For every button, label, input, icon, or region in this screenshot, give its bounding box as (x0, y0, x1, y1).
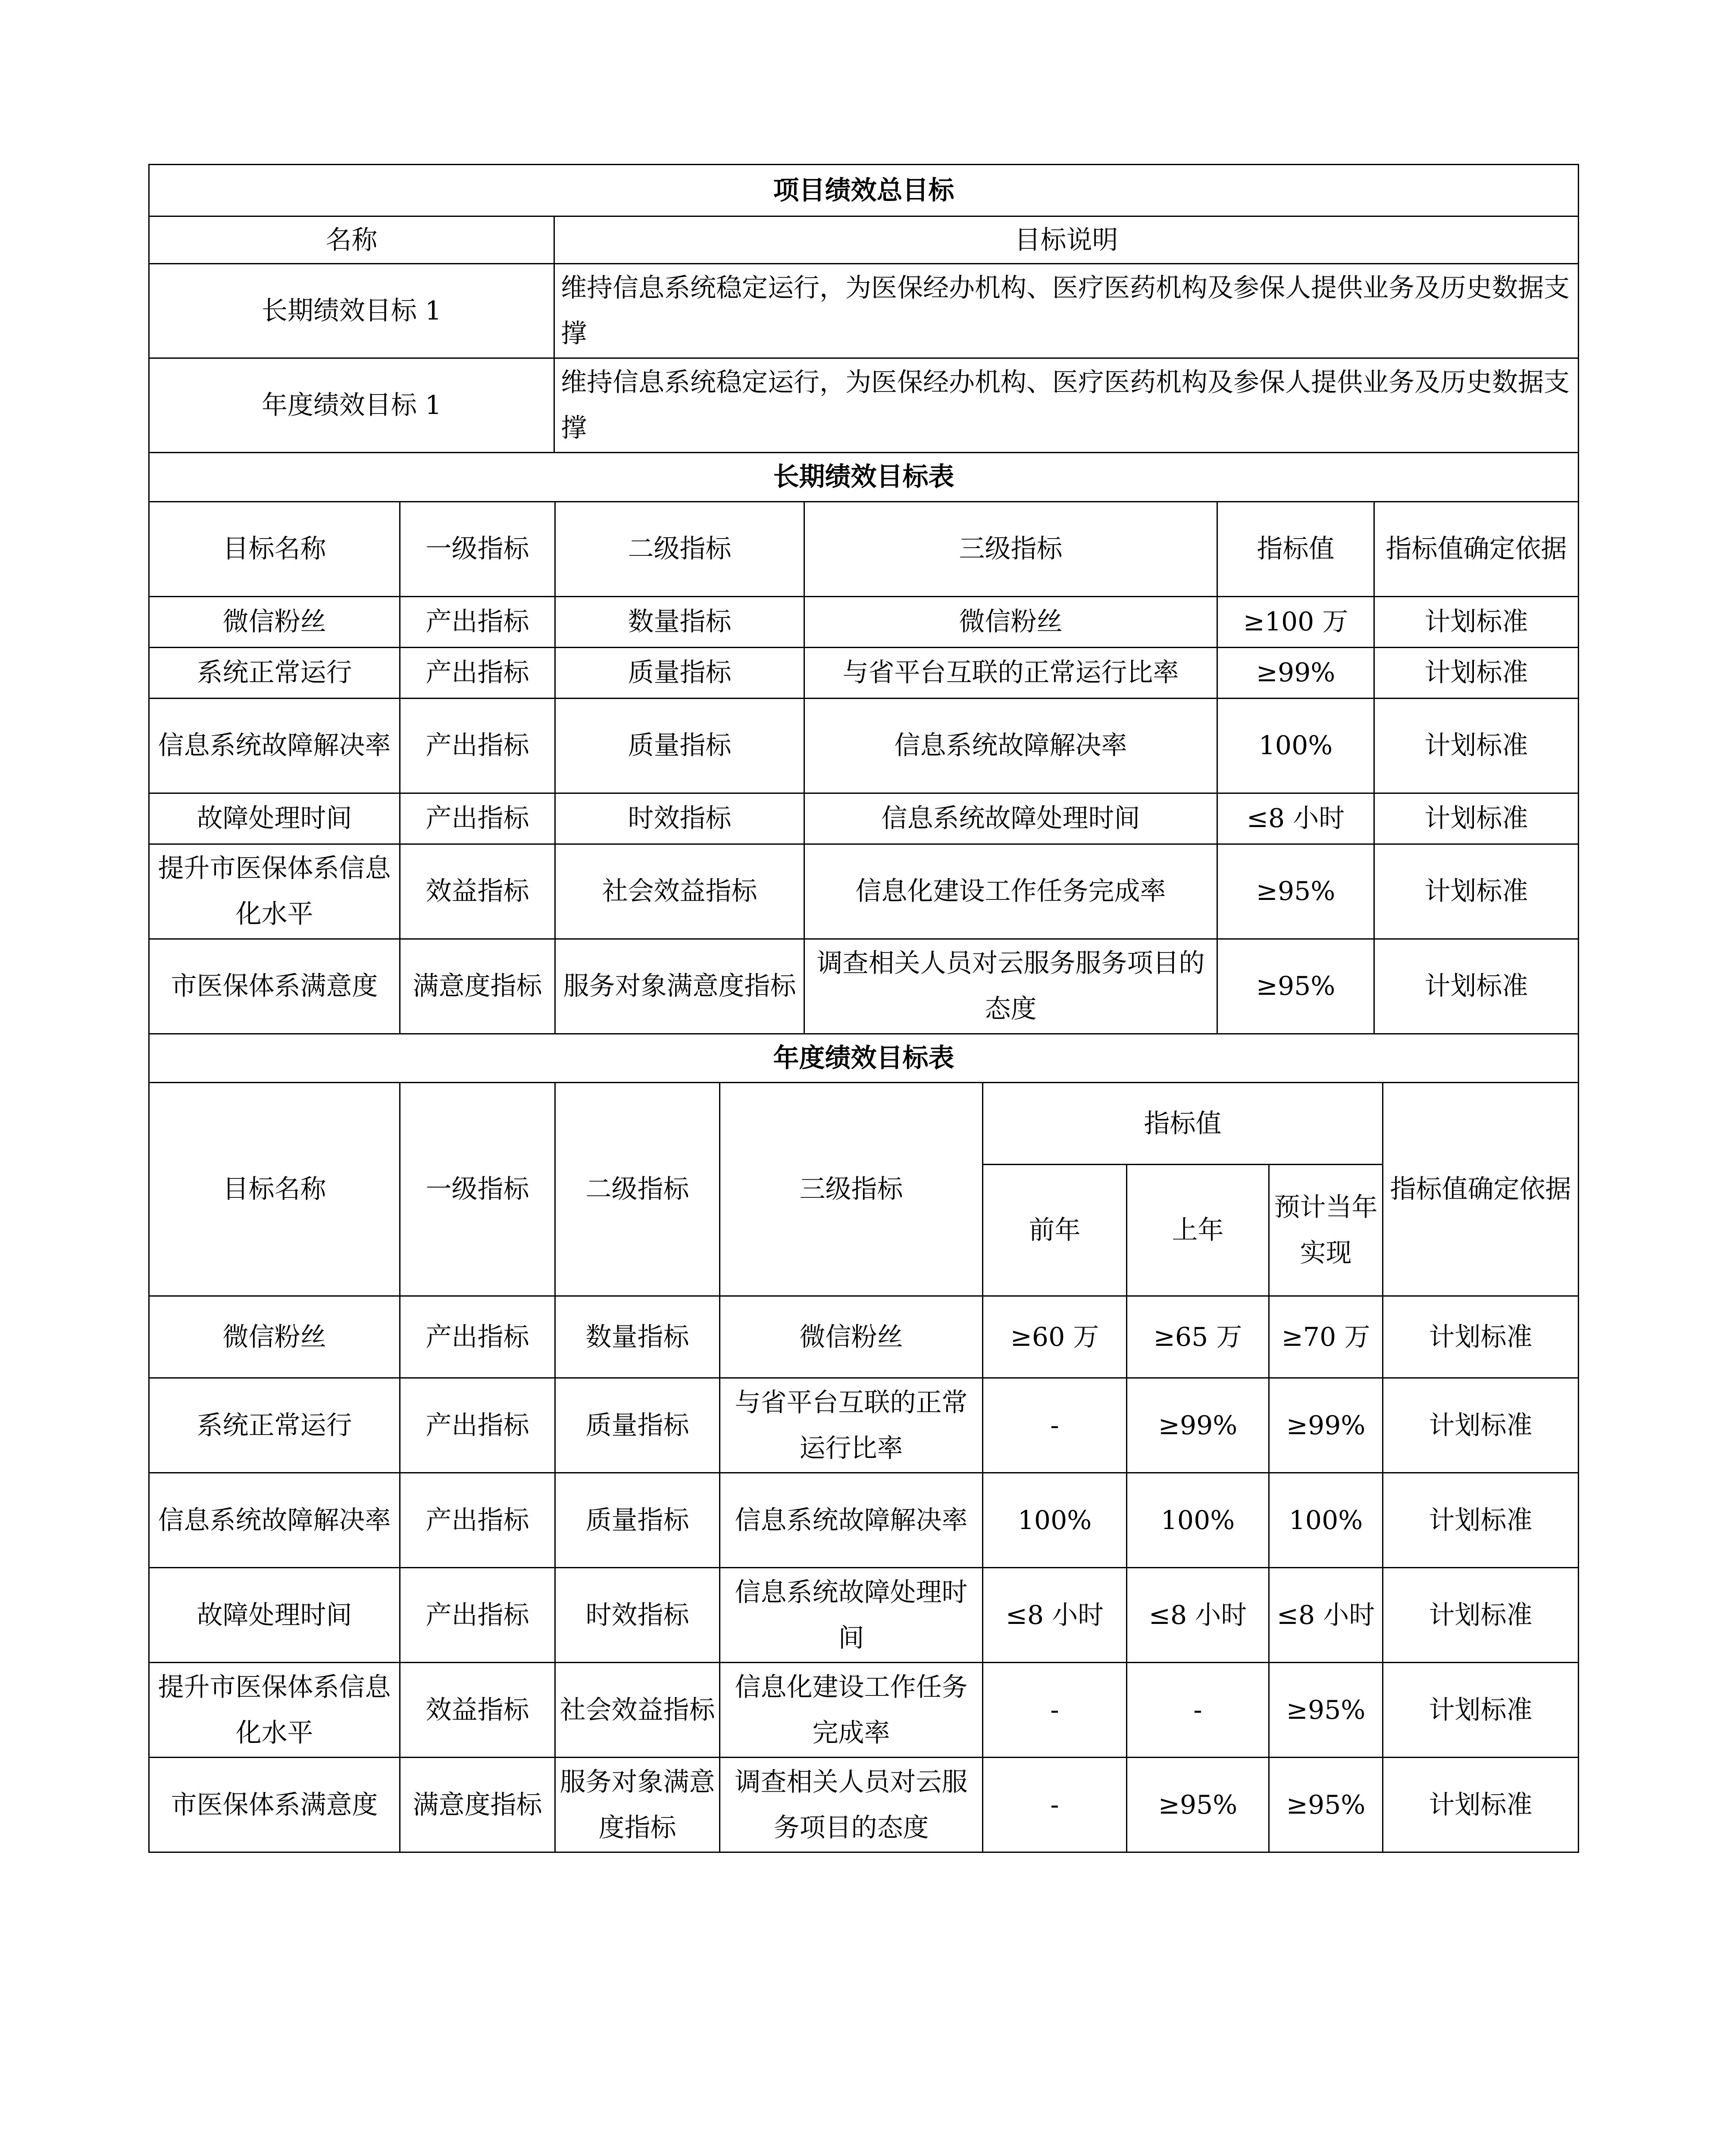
cell-target-name: 提升市医保体系信息化水平 (149, 1663, 400, 1758)
cell-level3: 信息系统故障解决率 (720, 1473, 983, 1568)
cell-level2: 社会效益指标 (555, 844, 804, 939)
cell-this-year: 100% (1269, 1473, 1383, 1568)
header-level3: 三级指标 (804, 501, 1217, 596)
summary-row-name: 长期绩效目标 1 (149, 264, 554, 358)
header-target-name: 目标名称 (149, 501, 400, 596)
performance-document (148, 164, 1578, 1853)
header-level1: 一级指标 (400, 501, 555, 596)
cell-target-name: 故障处理时间 (149, 793, 400, 844)
annual-table (148, 1034, 1579, 1853)
annual-title: 年度绩效目标表 (149, 1034, 1579, 1083)
cell-level2: 质量指标 (555, 1473, 720, 1568)
cell-level3: 信息化建设工作任务完成率 (804, 844, 1217, 939)
cell-basis: 计划标准 (1374, 647, 1579, 698)
header-level2: 二级指标 (555, 1083, 720, 1296)
summary-row (149, 264, 1579, 358)
cell-level1: 产出指标 (400, 596, 555, 647)
cell-basis: 计划标准 (1374, 698, 1579, 793)
cell-level2: 服务对象满意度指标 (555, 939, 804, 1034)
cell-basis: 计划标准 (1383, 1296, 1579, 1378)
cell-basis: 计划标准 (1383, 1663, 1579, 1758)
cell-basis: 计划标准 (1383, 1378, 1579, 1473)
cell-value: ≥99% (1217, 647, 1374, 698)
cell-prev-year: 100% (983, 1473, 1127, 1568)
cell-level3: 微信粉丝 (720, 1296, 983, 1378)
cell-last-year: 100% (1127, 1473, 1269, 1568)
cell-level2: 数量指标 (555, 1296, 720, 1378)
cell-target-name: 市医保体系满意度 (149, 1758, 400, 1852)
header-value: 指标值 (1217, 501, 1374, 596)
cell-level2: 时效指标 (555, 793, 804, 844)
cell-level2: 质量指标 (555, 647, 804, 698)
cell-prev-year: - (983, 1758, 1127, 1852)
long-term-table (148, 453, 1579, 1034)
summary-header-name: 名称 (149, 216, 554, 264)
cell-level1: 产出指标 (400, 647, 555, 698)
cell-last-year: ≥99% (1127, 1378, 1269, 1473)
header-basis: 指标值确定依据 (1374, 501, 1579, 596)
table-row (149, 698, 1579, 793)
cell-level1: 产出指标 (400, 1378, 555, 1473)
cell-this-year: ≥95% (1269, 1758, 1383, 1852)
table-row (149, 844, 1579, 939)
table-row (149, 1758, 1579, 1852)
cell-last-year: ≤8 小时 (1127, 1568, 1269, 1663)
subheader-prev-year: 前年 (983, 1165, 1127, 1296)
cell-level1: 满意度指标 (400, 1758, 555, 1852)
table-row (149, 647, 1579, 698)
table-row (149, 1473, 1579, 1568)
cell-target-name: 故障处理时间 (149, 1568, 400, 1663)
cell-level3: 信息系统故障处理时间 (804, 793, 1217, 844)
cell-level3: 与省平台互联的正常运行比率 (720, 1378, 983, 1473)
cell-level2: 数量指标 (555, 596, 804, 647)
annual-header-row (149, 1083, 1579, 1165)
cell-basis: 计划标准 (1383, 1568, 1579, 1663)
cell-level1: 产出指标 (400, 1568, 555, 1663)
cell-basis: 计划标准 (1374, 844, 1579, 939)
cell-level2: 质量指标 (555, 1378, 720, 1473)
cell-level2: 社会效益指标 (555, 1663, 720, 1758)
cell-prev-year: - (983, 1378, 1127, 1473)
table-row (149, 793, 1579, 844)
cell-last-year: ≥95% (1127, 1758, 1269, 1852)
cell-level1: 满意度指标 (400, 939, 555, 1034)
cell-level3: 信息系统故障处理时间 (720, 1568, 983, 1663)
cell-level3: 调查相关人员对云服务项目的态度 (720, 1758, 983, 1852)
cell-this-year: ≤8 小时 (1269, 1568, 1383, 1663)
cell-target-name: 信息系统故障解决率 (149, 1473, 400, 1568)
summary-row (149, 358, 1579, 453)
cell-basis: 计划标准 (1374, 939, 1579, 1034)
cell-prev-year: - (983, 1663, 1127, 1758)
header-target-name: 目标名称 (149, 1083, 400, 1296)
header-level2: 二级指标 (555, 501, 804, 596)
cell-this-year: ≥70 万 (1269, 1296, 1383, 1378)
long-term-header-row (149, 501, 1579, 596)
table-row (149, 1378, 1579, 1473)
cell-this-year: ≥99% (1269, 1378, 1383, 1473)
cell-this-year: ≥95% (1269, 1663, 1383, 1758)
cell-basis: 计划标准 (1374, 596, 1579, 647)
cell-level2: 时效指标 (555, 1568, 720, 1663)
cell-value: 100% (1217, 698, 1374, 793)
table-row (149, 1296, 1579, 1378)
cell-level1: 产出指标 (400, 1473, 555, 1568)
cell-prev-year: ≤8 小时 (983, 1568, 1127, 1663)
summary-table (148, 164, 1579, 453)
cell-value: ≥95% (1217, 939, 1374, 1034)
cell-last-year: ≥65 万 (1127, 1296, 1269, 1378)
cell-level2: 服务对象满意度指标 (555, 1758, 720, 1852)
cell-target-name: 提升市医保体系信息化水平 (149, 844, 400, 939)
cell-level1: 产出指标 (400, 793, 555, 844)
long-term-title: 长期绩效目标表 (149, 453, 1579, 501)
cell-target-name: 信息系统故障解决率 (149, 698, 400, 793)
cell-level3: 与省平台互联的正常运行比率 (804, 647, 1217, 698)
summary-row-desc: 维持信息系统稳定运行，为医保经办机构、医疗医药机构及参保人提供业务及历史数据支撑 (554, 358, 1579, 453)
cell-level1: 效益指标 (400, 1663, 555, 1758)
cell-last-year: - (1127, 1663, 1269, 1758)
table-row (149, 1663, 1579, 1758)
cell-level3: 信息系统故障解决率 (804, 698, 1217, 793)
cell-target-name: 市医保体系满意度 (149, 939, 400, 1034)
cell-target-name: 微信粉丝 (149, 1296, 400, 1378)
table-row (149, 1568, 1579, 1663)
table-row (149, 939, 1579, 1034)
summary-row-name: 年度绩效目标 1 (149, 358, 554, 453)
cell-level2: 质量指标 (555, 698, 804, 793)
cell-level1: 产出指标 (400, 698, 555, 793)
cell-level3: 微信粉丝 (804, 596, 1217, 647)
cell-level3: 调查相关人员对云服务服务项目的态度 (804, 939, 1217, 1034)
cell-value: ≥100 万 (1217, 596, 1374, 647)
cell-level1: 产出指标 (400, 1296, 555, 1378)
cell-basis: 计划标准 (1383, 1473, 1579, 1568)
subheader-this-year: 预计当年实现 (1269, 1165, 1383, 1296)
cell-level1: 效益指标 (400, 844, 555, 939)
subheader-last-year: 上年 (1127, 1165, 1269, 1296)
cell-level3: 信息化建设工作任务完成率 (720, 1663, 983, 1758)
header-basis: 指标值确定依据 (1383, 1083, 1579, 1296)
table-row (149, 596, 1579, 647)
header-level1: 一级指标 (400, 1083, 555, 1296)
cell-target-name: 系统正常运行 (149, 647, 400, 698)
summary-row-desc: 维持信息系统稳定运行，为医保经办机构、医疗医药机构及参保人提供业务及历史数据支撑 (554, 264, 1579, 358)
summary-header-desc: 目标说明 (554, 216, 1579, 264)
cell-value: ≥95% (1217, 844, 1374, 939)
cell-basis: 计划标准 (1383, 1758, 1579, 1852)
summary-title: 项目绩效总目标 (149, 165, 1579, 216)
cell-target-name: 微信粉丝 (149, 596, 400, 647)
cell-value: ≤8 小时 (1217, 793, 1374, 844)
header-value-group: 指标值 (983, 1083, 1383, 1165)
cell-prev-year: ≥60 万 (983, 1296, 1127, 1378)
cell-basis: 计划标准 (1374, 793, 1579, 844)
header-level3: 三级指标 (720, 1083, 983, 1296)
cell-target-name: 系统正常运行 (149, 1378, 400, 1473)
